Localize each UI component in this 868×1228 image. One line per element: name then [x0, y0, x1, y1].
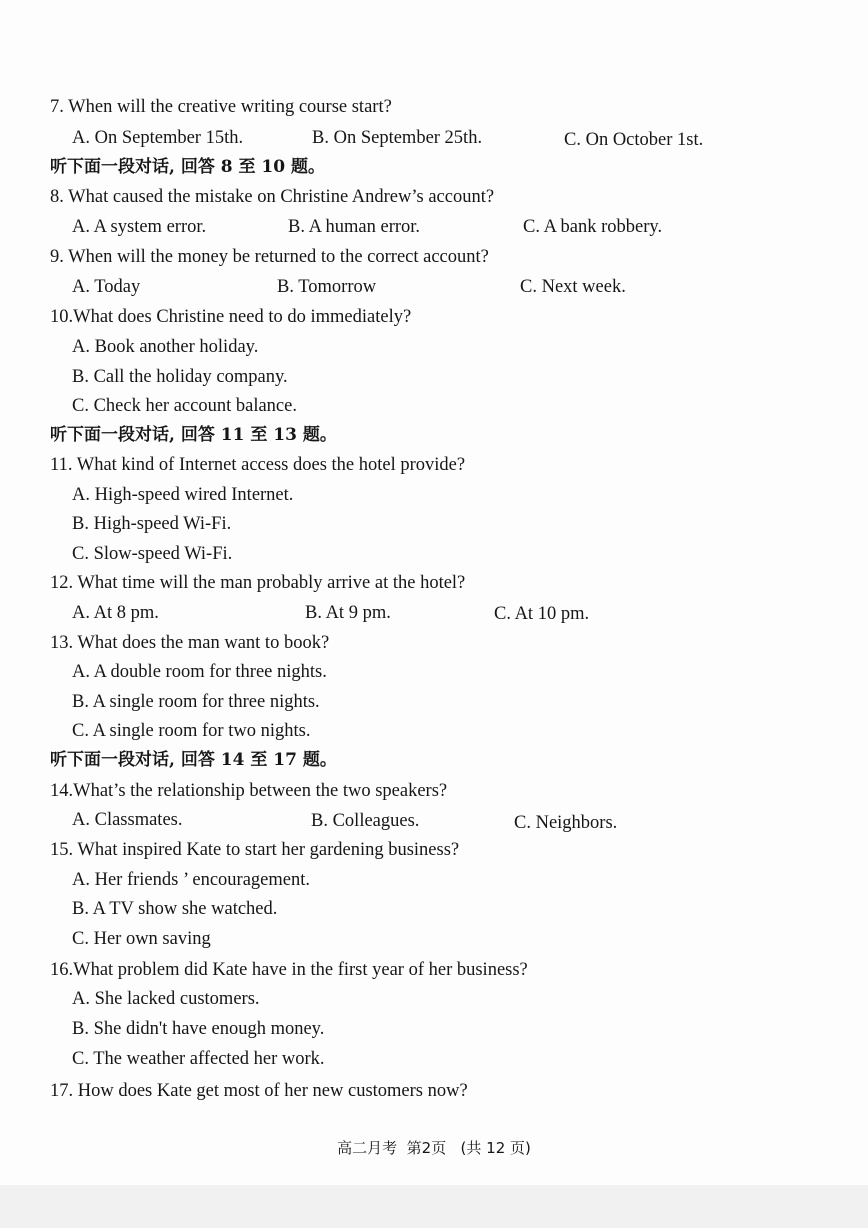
q12-option-c: C. At 10 pm.	[494, 604, 590, 624]
question-13: 13. What does the man want to book?	[50, 633, 330, 653]
section-heading-8-10: 听下面一段对话, 回答 8 至 10 题。	[50, 157, 325, 177]
section-heading-11-13: 听下面一段对话, 回答 11 至 13 题。	[50, 425, 337, 445]
q13-option-a: A. A double room for three nights.	[72, 662, 327, 682]
q7-option-c: C. On October 1st.	[564, 130, 704, 150]
q10-option-c: C. Check her account balance.	[72, 396, 297, 416]
q14-option-c: C. Neighbors.	[514, 813, 618, 833]
q10-option-a: A. Book another holiday.	[72, 337, 259, 357]
question-16: 16.What problem did Kate have in the first year of her business?	[50, 960, 528, 980]
q8-option-a: A. A system error.	[72, 217, 207, 237]
q7-option-b: B. On September 25th.	[312, 128, 483, 148]
q13-option-b: B. A single room for three nights.	[72, 692, 320, 712]
question-8: 8. What caused the mistake on Christine Andrew’s account?	[50, 187, 495, 207]
page-footer: 高二月考 第2页 (共 12 页)	[337, 1139, 531, 1157]
q8-option-c: C. A bank robbery.	[523, 217, 663, 237]
q13-option-c: C. A single room for two nights.	[72, 721, 311, 741]
question-12: 12. What time will the man probably arrive at the hotel?	[50, 573, 466, 593]
q7-option-a: A. On September 15th.	[72, 128, 244, 148]
question-9: 9. When will the money be returned to the correct account?	[50, 247, 489, 267]
q15-option-c: C. Her own saving	[72, 929, 211, 949]
q16-option-c: C. The weather affected her work.	[72, 1049, 325, 1069]
question-15: 15. What inspired Kate to start her gardening business?	[50, 840, 460, 860]
q12-option-b: B. At 9 pm.	[305, 603, 391, 623]
q9-option-c: C. Next week.	[520, 277, 626, 297]
question-11: 11. What kind of Internet access does the hotel provide?	[50, 455, 466, 475]
q11-option-c: C. Slow-speed Wi-Fi.	[72, 544, 233, 564]
q15-option-a: A. Her friends ’ encouragement.	[72, 870, 310, 890]
section-heading-14-17: 听下面一段对话, 回答 14 至 17 题。	[50, 750, 337, 770]
question-10: 10.What does Christine need to do immediately?	[50, 307, 412, 327]
scan-bottom-shade	[0, 1185, 868, 1228]
q14-option-b: B. Colleagues.	[311, 811, 420, 831]
q12-option-a: A. At 8 pm.	[72, 603, 159, 623]
q15-option-b: B. A TV show she watched.	[72, 899, 278, 919]
q9-option-a: A. Today	[72, 277, 141, 297]
q11-option-a: A. High-speed wired Internet.	[72, 485, 294, 505]
q16-option-a: A. She lacked customers.	[72, 989, 260, 1009]
question-17: 17. How does Kate get most of her new customers now?	[50, 1081, 468, 1101]
q8-option-b: B. A human error.	[288, 217, 421, 237]
q14-option-a: A. Classmates.	[72, 810, 183, 830]
q16-option-b: B. She didn't have enough money.	[72, 1019, 325, 1039]
question-14: 14.What’s the relationship between the two speakers?	[50, 781, 448, 801]
q11-option-b: B. High-speed Wi-Fi.	[72, 514, 232, 534]
question-7: 7. When will the creative writing course start?	[50, 97, 392, 117]
q10-option-b: B. Call the holiday company.	[72, 367, 288, 387]
q9-option-b: B. Tomorrow	[277, 277, 377, 297]
